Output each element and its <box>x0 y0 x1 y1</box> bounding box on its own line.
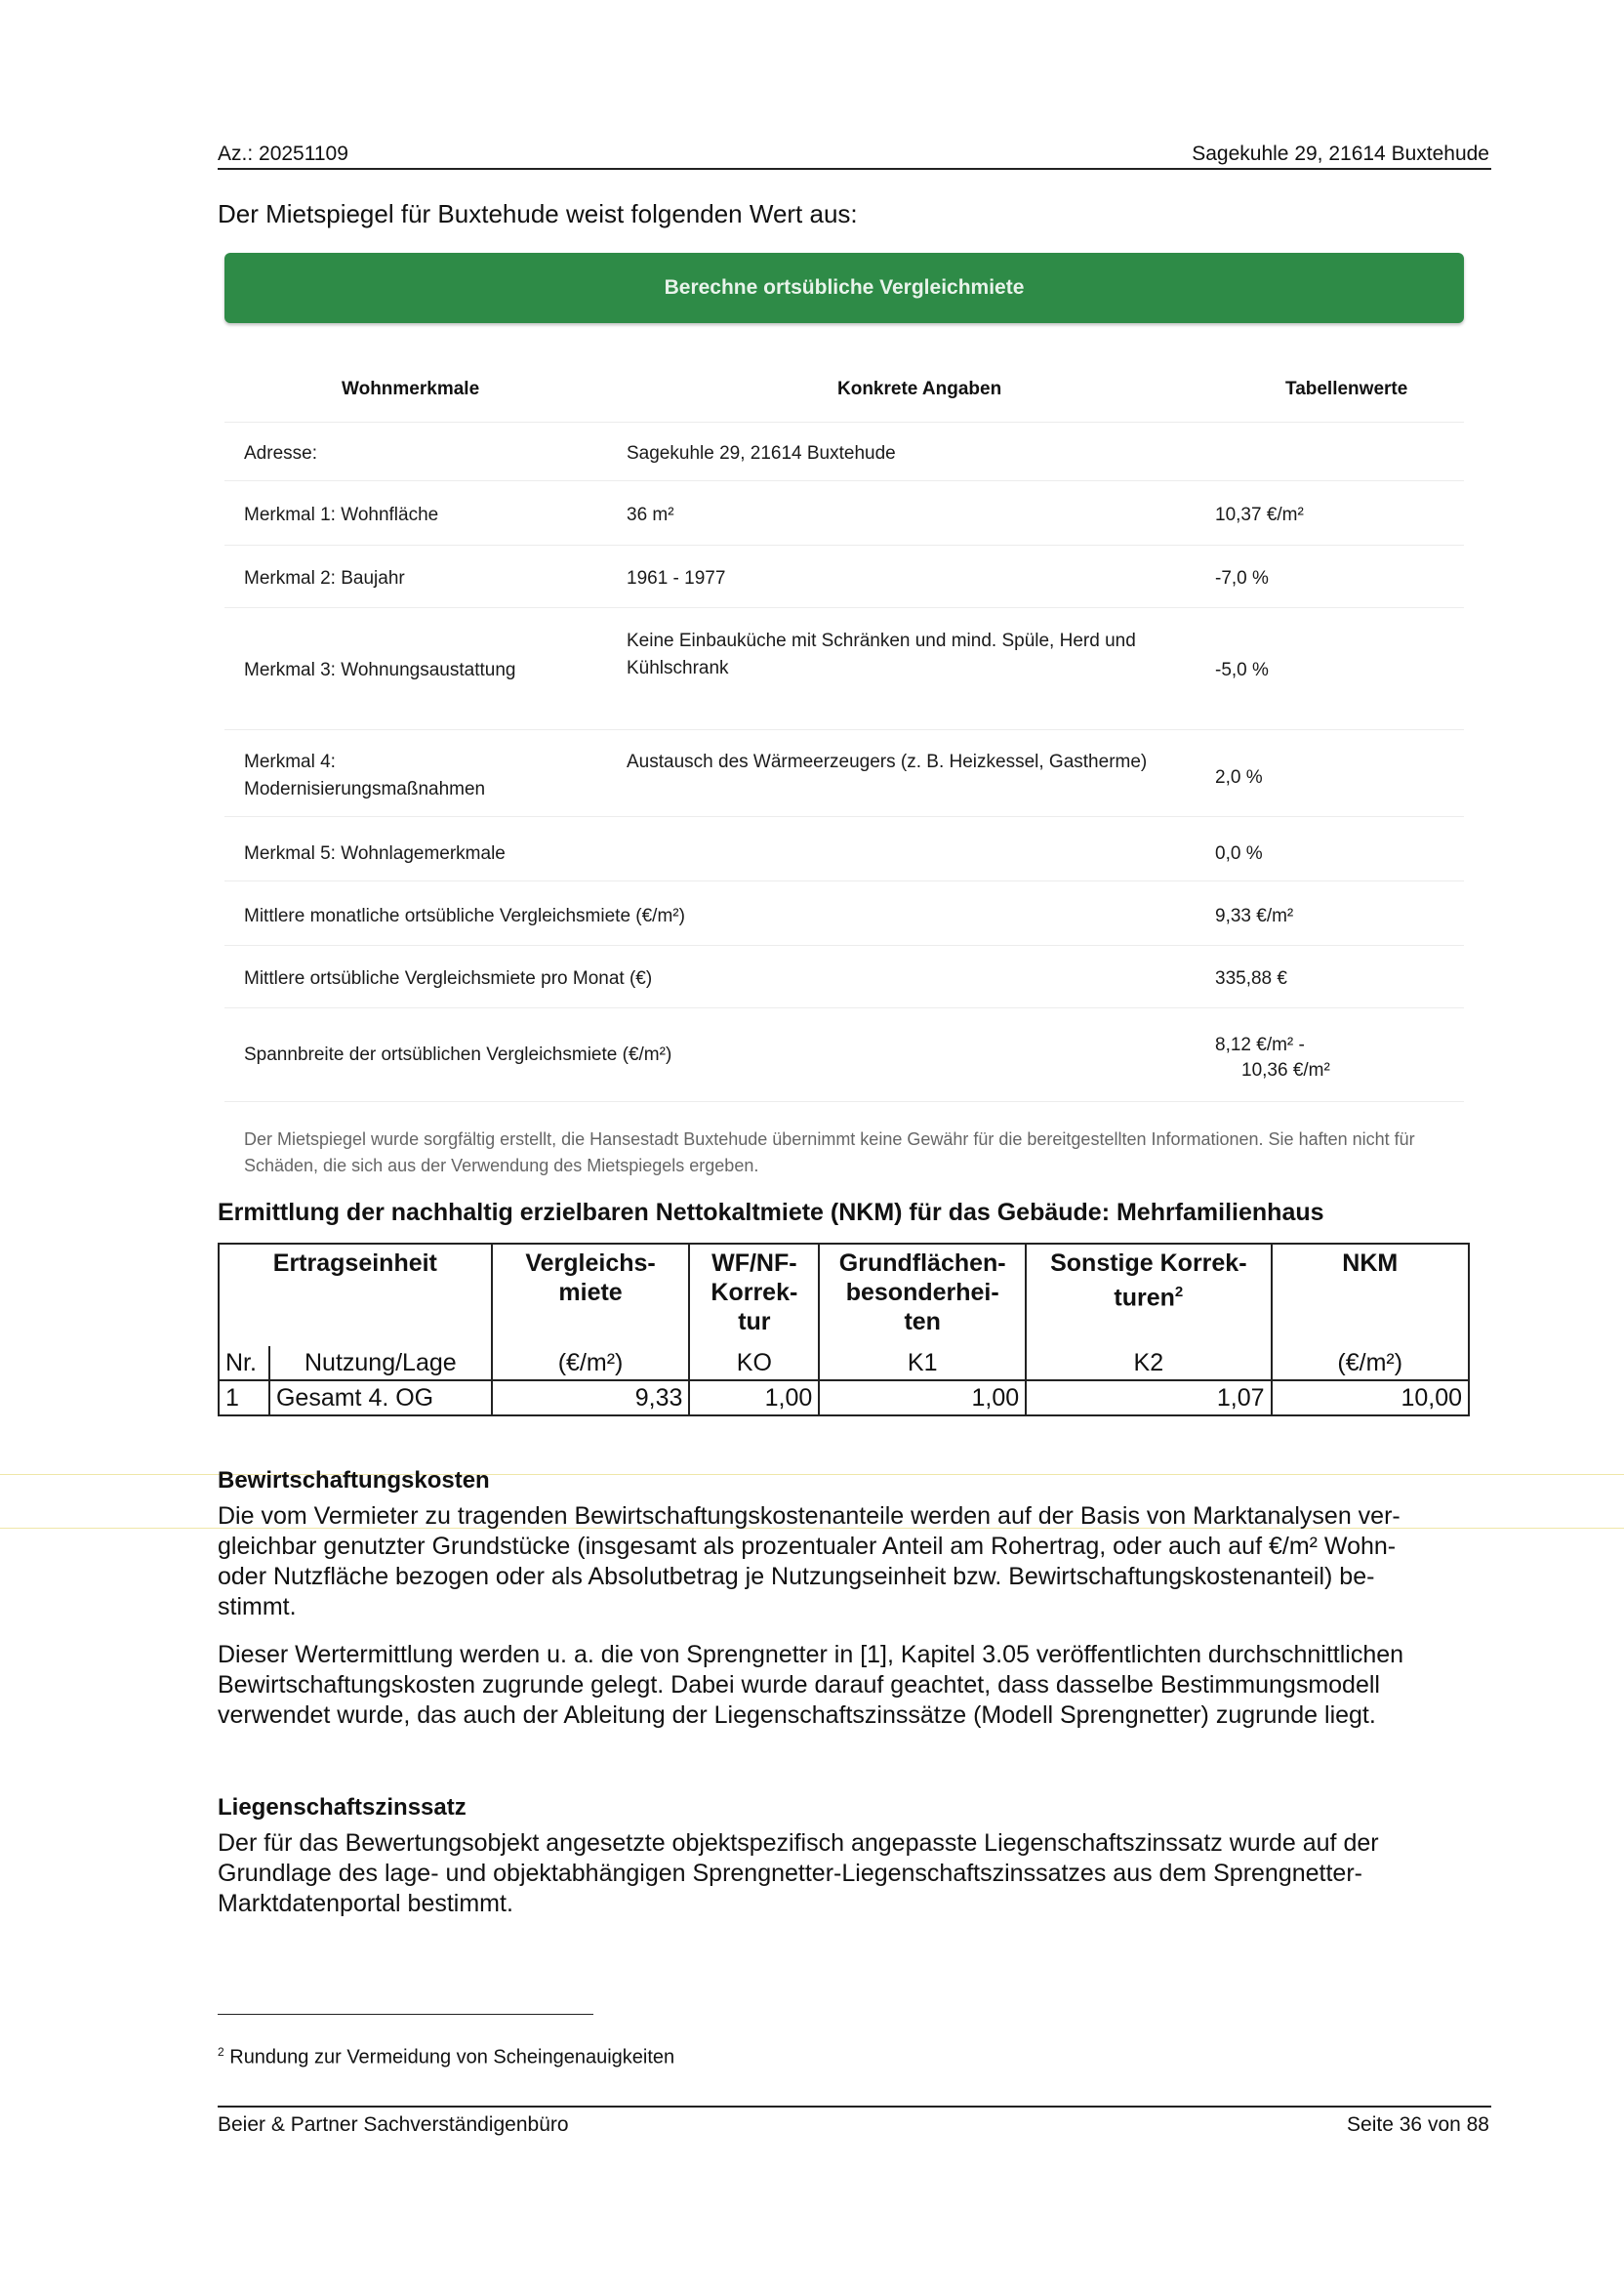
row-table-spannbreite-line1: 8,12 €/m² - <box>1215 1035 1305 1055</box>
nkm-subheader-row <box>219 1346 1469 1380</box>
cell-nr: 1 <box>219 1380 269 1415</box>
row-value-modernisierung: Austausch des Wärmeerzeugers (z. B. Heizkessel, Gastherme) <box>627 752 1148 772</box>
subheader-k2: K2 <box>1026 1346 1271 1380</box>
header-sonstige-korrekturen: Sonstige Korrek- turen$^2$ <box>1026 1244 1271 1346</box>
subheader-nkm-unit: (€/m²) <box>1272 1346 1469 1380</box>
row-table-spannbreite-line2: 10,36 €/m² <box>1241 1060 1330 1081</box>
subheader-nutzung: Nutzung/Lage <box>269 1346 492 1380</box>
row-label-adresse: Adresse: <box>244 443 317 464</box>
header-address: Sagekuhle 29, 21614 Buxtehude <box>1192 143 1489 165</box>
subheader-k1: K1 <box>819 1346 1026 1380</box>
header-nkm: NKM <box>1272 1244 1469 1346</box>
nkm-table <box>218 1243 1470 1416</box>
cell-vergleichsmiete: 9,33 <box>492 1380 690 1415</box>
footnote: $^2$ Rundung zur Vermeidung von Scheingenauigkeiten <box>218 2045 675 2068</box>
row-label-spannbreite: Spannbreite der ortsüblichen Vergleichsmiete (€/m²) <box>244 1044 672 1065</box>
cell-nkm: 10,00 <box>1272 1380 1469 1415</box>
header-wf-nf-korrektur: WF/NF- Korrek- tur <box>689 1244 819 1346</box>
footnote-rule <box>218 2014 593 2015</box>
liegenschaft-heading: Liegenschaftszinssatz <box>218 1794 467 1821</box>
column-header-konkrete-angaben: Konkrete Angaben <box>837 379 1002 399</box>
row-value-wohnflaeche: 36 m² <box>627 505 674 525</box>
header-ertragseinheit: Ertragseinheit <box>219 1244 492 1346</box>
calculate-rent-button: Berechne ortsübliche Vergleichmiete <box>224 253 1464 323</box>
subheader-nr: Nr. <box>219 1346 269 1380</box>
row-label-mittlere-vergleichsmiete: Mittlere monatliche ortsübliche Vergleichsmiete (€/m²) <box>244 906 685 926</box>
nkm-section-title: Ermittlung der nachhaltig erzielbaren Nettokaltmiete (NKM) für das Gebäude: Mehrfamilienhaus <box>218 1199 1324 1226</box>
row-table-baujahr: -7,0 % <box>1215 568 1269 589</box>
row-table-wohnlage: 0,0 % <box>1215 843 1263 864</box>
row-label-miete-pro-monat: Mittlere ortsübliche Vergleichsmiete pro Monat (€) <box>244 968 653 989</box>
header-rule <box>218 168 1491 170</box>
row-label-wohnlage: Merkmal 5: Wohnlagemerkmale <box>244 843 506 864</box>
column-header-wohnmerkmale: Wohnmerkmale <box>342 379 480 399</box>
bewirtschaftung-paragraph-2: Dieser Wertermittlung werden u. a. die von Sprengnetter in [1], Kapitel 3.05 veröffentlichten durchschnittlichen Bewirtschaftungskosten zugrunde gelegt. Dabei wurde darauf geachtet, dass dasselbe Bestimmungsmodell verwendet wurde, das auch der Ableitung der Liegenschaftszinssätze (Modell Sprengnetter) zugrunde liegt. <box>218 1641 1404 1729</box>
row-label-modernisierung-line1: Merkmal 4: <box>244 752 336 772</box>
intro-text: Der Mietspiegel für Buxtehude weist folgenden Wert aus: <box>218 199 858 228</box>
footer-page-number: Seite 36 von 88 <box>1347 2113 1489 2136</box>
liegenschaft-paragraph: Der für das Bewertungsobjekt angesetzte objektspezifisch angepasste Liegenschaftszinssatz wurde auf der Grundlage des lage- und objektabhängigen Sprengnetter-Liegenschaftszinssatzes aus dem Sprengnetter- Marktdatenportal bestimmt. <box>218 1829 1379 1917</box>
footer-company: Beier & Partner Sachverständigenbüro <box>218 2113 569 2136</box>
row-table-ausstattung: -5,0 % <box>1215 660 1269 680</box>
table-row <box>219 1380 1469 1415</box>
row-table-mittlere-vergleichsmiete: 9,33 €/m² <box>1215 906 1294 926</box>
row-label-baujahr: Merkmal 2: Baujahr <box>244 568 405 589</box>
bewirtschaftung-paragraph-1: Die vom Vermieter zu tragenden Bewirtschaftungskostenanteile werden auf der Basis von Marktanalysen ver- gleichbar genutzter Grundstücke (insgesamt als prozentualer Anteil am Rohertrag, oder auch auf €/m² Wohn- oder Nutzfläche bezogen oder als Absolutbetrag je Nutzungseinheit bzw. Bewirtschaftungskostenanteil) be- stimmt. <box>218 1502 1401 1620</box>
file-reference: Az.: 20251109 <box>218 143 348 165</box>
row-label-ausstattung: Merkmal 3: Wohnungsaustattung <box>244 660 516 680</box>
header-vergleichsmiete: Vergleichs- miete <box>492 1244 690 1346</box>
cell-k2: 1,07 <box>1026 1380 1271 1415</box>
row-value-baujahr: 1961 - 1977 <box>627 568 726 589</box>
subheader-vergl-unit: (€/m²) <box>492 1346 690 1380</box>
row-table-modernisierung: 2,0 % <box>1215 767 1263 788</box>
cell-k1: 1,00 <box>819 1380 1026 1415</box>
cell-nutzung: Gesamt 4. OG <box>269 1380 492 1415</box>
subheader-k0: KO <box>689 1346 819 1380</box>
row-table-miete-pro-monat: 335,88 € <box>1215 968 1287 989</box>
row-label-wohnflaeche: Merkmal 1: Wohnfläche <box>244 505 439 525</box>
column-header-tabellenwerte: Tabellenwerte <box>1285 379 1408 399</box>
row-value-ausstattung-line2: Kühlschrank <box>627 658 729 678</box>
bewirtschaftung-heading: Bewirtschaftungskosten <box>218 1467 490 1494</box>
row-label-modernisierung-line2: Modernisierungsmaßnahmen <box>244 779 486 799</box>
row-table-wohnflaeche: 10,37 €/m² <box>1215 505 1304 525</box>
mietspiegel-table <box>224 363 1464 1103</box>
header-grundflaechen: Grundflächen- besonderhei- ten <box>819 1244 1026 1346</box>
row-value-ausstattung-line1: Keine Einbauküche mit Schränken und mind. Spüle, Herd und <box>627 631 1136 651</box>
cell-k0: 1,00 <box>689 1380 819 1415</box>
nkm-header-row <box>219 1244 1469 1346</box>
mietspiegel-disclaimer: Der Mietspiegel wurde sorgfältig erstellt, die Hansestadt Buxtehude übernimmt keine Gewähr für die bereitgestellten Informationen. Sie haften nicht für Schäden, die sich aus der Verwendung des Mietspiegels ergeben. <box>244 1129 1415 1175</box>
row-value-adresse: Sagekuhle 29, 21614 Buxtehude <box>627 443 896 464</box>
footer-rule <box>218 2106 1491 2108</box>
